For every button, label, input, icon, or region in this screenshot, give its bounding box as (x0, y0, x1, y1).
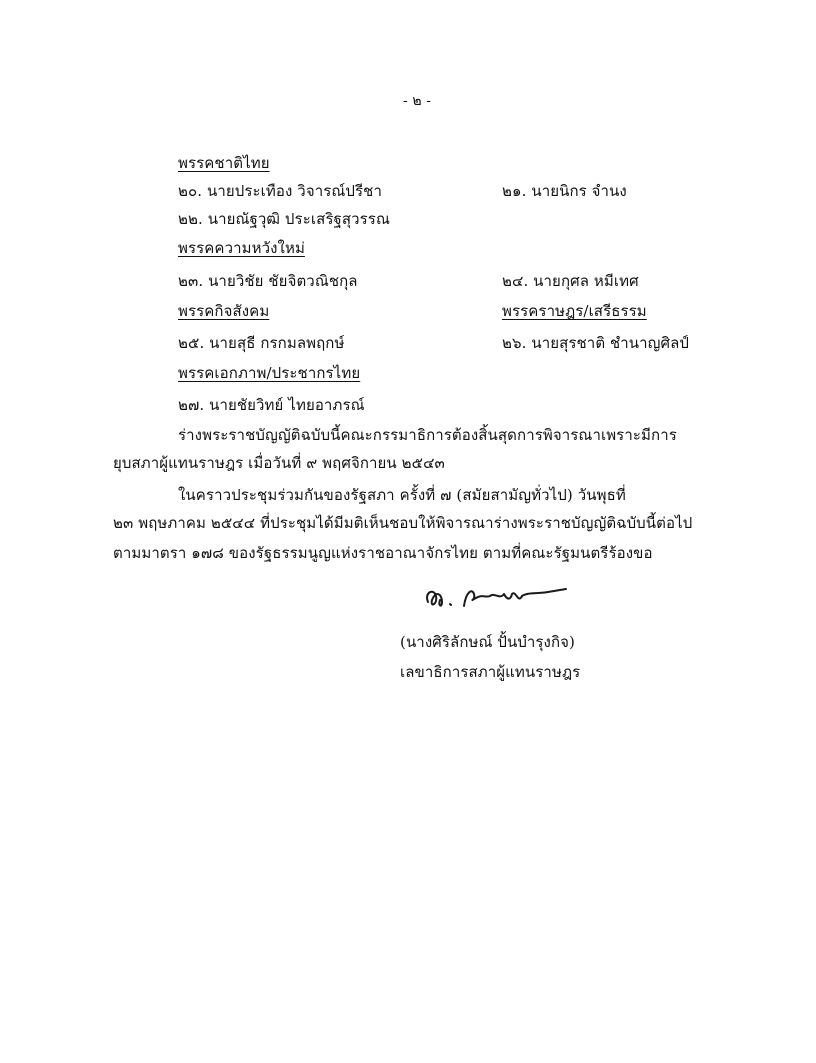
member-24: ๒๔. นายกุศล หมีเทศ (502, 272, 639, 290)
signatory-name: (นางศิริลักษณ์ ปั้นบำรุงกิจ) (400, 633, 576, 651)
paragraph-2-line-1: ในคราวประชุมร่วมกันของรัฐสภา ครั้งที่ ๗ (สมัยสามัญทั่วไป) วันพุธที่ (178, 486, 626, 504)
paragraph-2-line-3: ตามมาตรา ๑๗๘ ของรัฐธรรมนูญแห่งราชอาณาจักรไทย ตามที่คณะรัฐมนตรีร้องขอ (113, 544, 653, 562)
party-heading-chart-thai: พรรคชาติไทย (178, 154, 270, 172)
handwritten-signature (420, 580, 570, 620)
member-27: ๒๗. นายชัยวิทย์ ไทยอาภรณ์ (178, 396, 365, 414)
member-21: ๒๑. นายนิกร จำนง (502, 182, 627, 200)
member-25: ๒๕. นายสุธี กรกมลพฤกษ์ (178, 334, 345, 352)
paragraph-1-line-2: ยุบสภาผู้แทนราษฎร เมื่อวันที่ ๙ พฤศจิกายน ๒๕๔๓ (113, 454, 445, 472)
party-heading-ekkaphap: พรรคเอกภาพ/ประชากรไทย (178, 364, 361, 382)
party-heading-new-aspiration: พรรคความหวังใหม่ (178, 239, 305, 257)
paragraph-1-line-1: ร่างพระราชบัญญัติฉบับนี้คณะกรรมาธิการต้องสิ้นสุดการพิจารณาเพราะมีการ (178, 426, 677, 444)
member-20: ๒๐. นายประเทือง วิจารณ์ปรีชา (178, 182, 382, 200)
paragraph-2-line-2: ๒๓ พฤษภาคม ๒๕๔๔ ที่ประชุมได้มีมติเห็นชอบให้พิจารณาร่างพระราชบัญญัติฉบับนี้ต่อไป (113, 514, 693, 532)
member-23: ๒๓. นายวิชัย ชัยจิตวณิชกุล (178, 272, 358, 290)
member-22: ๒๒. นายณัฐวุฒิ ประเสริฐสุวรรณ (178, 210, 390, 228)
member-26: ๒๖. นายสุรชาติ ชำนาญศิลป์ (502, 334, 690, 352)
party-heading-rassadorn-seritham: พรรคราษฎร/เสรีธรรม (502, 302, 647, 320)
party-heading-social-action: พรรคกิจสังคม (178, 302, 270, 320)
page-number: - ๒ - (403, 93, 432, 109)
signatory-title: เลขาธิการสภาผู้แทนราษฎร (400, 663, 581, 681)
